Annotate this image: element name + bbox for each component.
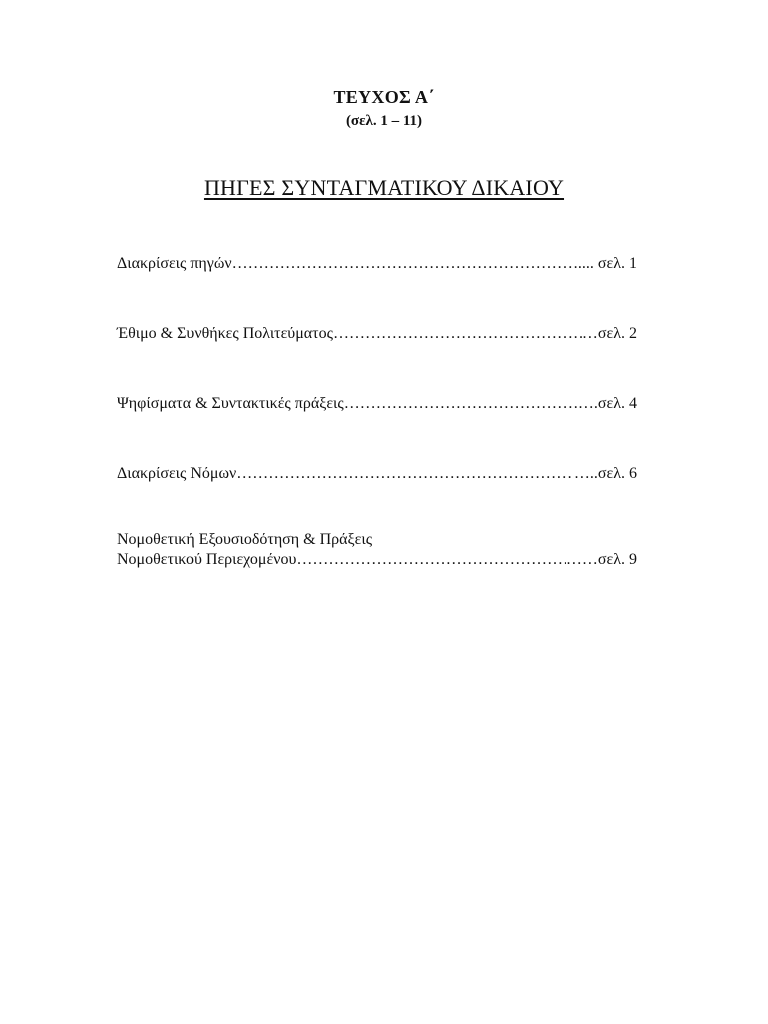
toc-entry-page: .... σελ. 1 (577, 255, 637, 272)
toc-entry-page: …..σελ. 6 (573, 465, 637, 482)
toc-entry-label: Νομοθετικού Περιεχομένου (117, 551, 297, 568)
toc-entry-page: …σελ. 2 (581, 325, 637, 342)
toc-leader-dots (296, 550, 566, 570)
toc-entry-label: Διακρίσεις πηγών (117, 255, 232, 272)
toc-leader-dots (344, 394, 578, 414)
toc-entry (117, 530, 637, 570)
toc-entry-page: ……σελ. 9 (565, 551, 637, 568)
toc-line (117, 324, 637, 344)
toc-leader-dots (333, 324, 582, 344)
toc-entry-page: ….σελ. 4 (577, 395, 637, 412)
issue-title: ΤΕΥΧΟΣ Α΄ (333, 87, 435, 107)
toc-entry-label: Διακρίσεις Νόμων (117, 465, 237, 482)
toc-entry (117, 394, 637, 414)
toc-entry (117, 324, 637, 344)
toc-entry-label: Έθιμο & Συνθήκες Πολιτεύματος (117, 325, 333, 342)
toc-entry (117, 464, 637, 484)
toc-leader-dots (232, 254, 578, 274)
toc-line (117, 550, 637, 570)
toc-entry-label-line1: Νομοθετική Εξουσιοδότηση & Πράξεις (117, 531, 373, 548)
toc-line (117, 394, 637, 414)
toc-entry (117, 254, 637, 274)
main-title (0, 175, 768, 201)
issue-page-range: (σελ. 1 – 11) (345, 113, 423, 129)
toc-leader-dots (236, 464, 574, 484)
toc-entry-label: Ψηφίσματα & Συντακτικές πράξεις (117, 395, 344, 412)
toc-line (117, 254, 637, 274)
toc-line (117, 464, 637, 484)
main-title-text: ΠΗΓΕΣ ΣΥΝΤΑΓΜΑΤΙΚΟΥ ΔΙΚΑΙΟΥ (203, 175, 565, 200)
